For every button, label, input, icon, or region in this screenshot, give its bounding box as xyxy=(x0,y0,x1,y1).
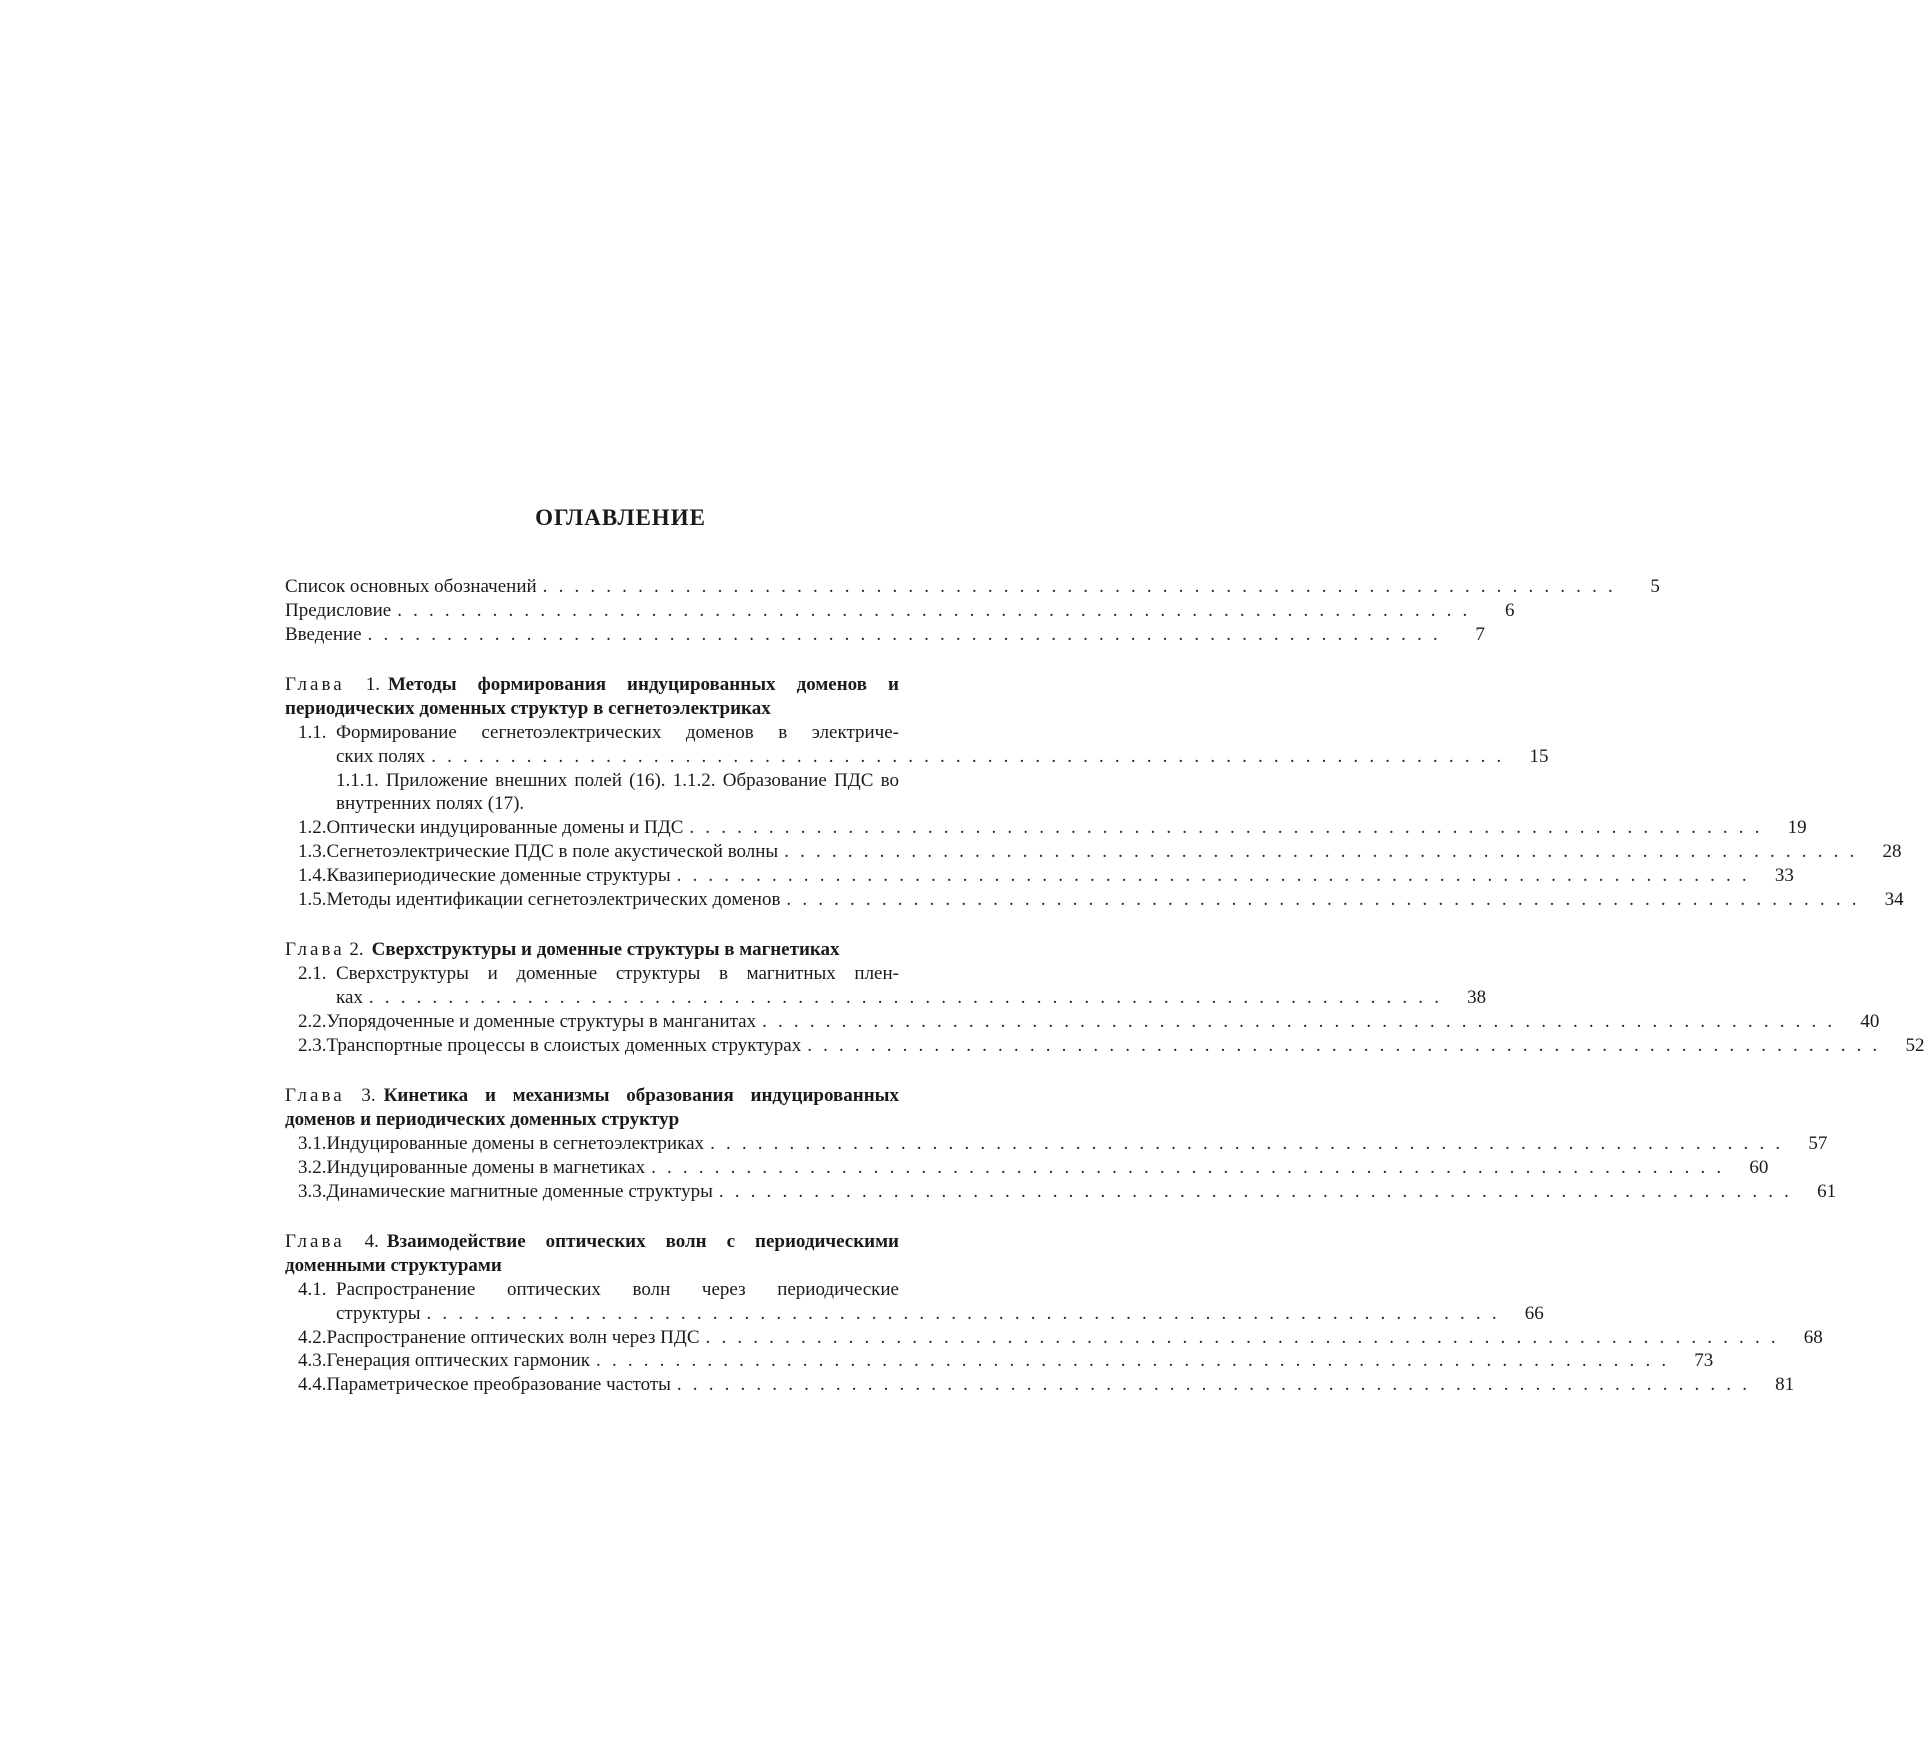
dot-leader: . . . . . . . . . . . . . . . . . . . . . . . . . . . . . . . . . . . . . . . . . . . . . . . . . . . . . . . . . . . . . . . . . . . . xyxy=(676,864,1750,886)
page-number: 73 xyxy=(1694,1350,1714,1372)
section-title: Сегнетоэлектрические ПДС в поле акустической волны xyxy=(326,840,779,862)
section-number: 1.2. xyxy=(298,817,327,839)
page-number: 60 xyxy=(1749,1156,1769,1178)
section-entry xyxy=(285,888,1904,912)
section-entry xyxy=(285,1132,1828,1156)
chapter-heading xyxy=(285,1084,899,1132)
section-last-line xyxy=(298,745,1549,769)
section-entry xyxy=(285,721,1549,769)
entry-title: Введение xyxy=(285,623,362,645)
section-title: Оптически индуцированные домены и ПДС xyxy=(326,817,684,839)
toc-entry xyxy=(285,623,1485,647)
dot-leader: . . . . . . . . . . . . . . . . . . . . . . . . . . . . . . . . . . . . . . . . . . . . . . . . . . . . . . . . . . . . . . . . . . . . xyxy=(784,840,1858,862)
page-number: 57 xyxy=(1808,1132,1828,1154)
section-number: 4.2. xyxy=(298,1326,327,1348)
section-title: Упорядоченные и доменные структуры в манганитах xyxy=(326,1010,757,1032)
section-entry xyxy=(285,1156,1769,1180)
section-number: 4.4. xyxy=(298,1374,327,1396)
section-title: Индуцированные домены в сегнетоэлектриках xyxy=(326,1132,705,1154)
section-title-part: ках xyxy=(336,986,363,1008)
dot-leader: . . . . . . . . . . . . . . . . . . . . . . . . . . . . . . . . . . . . . . . . . . . . . . . . . . . . . . . . . . . . . . . . . . . . xyxy=(689,817,1763,839)
page-number: 52 xyxy=(1905,1034,1924,1056)
section-number: 3.1. xyxy=(298,1132,327,1154)
page-number: 66 xyxy=(1524,1302,1544,1324)
chapter-number: 4. xyxy=(364,1231,379,1253)
page-number: 40 xyxy=(1860,1010,1880,1032)
section-last-line xyxy=(298,1302,1544,1326)
section-title: Генерация оптических гармоник xyxy=(326,1350,591,1372)
page-number: 15 xyxy=(1529,745,1549,767)
section-title: Распространение оптических волн через ПДС xyxy=(326,1326,700,1348)
chapter-title: Сверхструктуры и доменные структуры в магнетиках xyxy=(371,939,840,961)
section-title: Транспортные процессы в слоистых доменных структурах xyxy=(326,1034,802,1056)
section-title: Динамические магнитные доменные структуры xyxy=(326,1180,713,1202)
dot-leader: . . . . . . . . . . . . . . . . . . . . . . . . . . . . . . . . . . . . . . . . . . . . . . . . . . . . . . . . . . . . . . . . . . . . xyxy=(368,986,1443,1008)
entry-title: Список основных обозначений xyxy=(285,576,537,597)
section-title-part: структуры xyxy=(336,1302,421,1324)
page-number: 6 xyxy=(1504,599,1515,621)
dot-leader: . . . . . . . . . . . . . . . . . . . . . . . . . . . . . . . . . . . . . . . . . . . . . . . . . . . . . . . . . . . . . . . . . . . . xyxy=(596,1350,1670,1372)
page-number: 5 xyxy=(1650,576,1660,597)
page-number: 68 xyxy=(1803,1326,1823,1348)
subsection-list: 1.1.1. Приложение внешних полей (16). 1.1.2. Образование ПДС во внутренних полях (17). xyxy=(336,769,899,815)
section-entry xyxy=(285,962,1487,1010)
chapter-number: 3. xyxy=(361,1085,376,1107)
section-entry xyxy=(285,1326,1823,1350)
dot-leader: . . . . . . . . . . . . . . . . . . . . . . . . . . . . . . . . . . . . . . . . . . . . . . . . . . . . . . . . . . . . . . . . . . . . xyxy=(676,1374,1751,1396)
section-number: 1.4. xyxy=(298,864,327,886)
entry-title: Предисловие xyxy=(285,599,392,621)
section-entry xyxy=(285,1373,1795,1397)
section-number: 2.1. xyxy=(298,963,327,985)
chapter-title: Методы формирования индуцированных доменов и периодических доменных структур в сегнетоэлектриках xyxy=(285,674,899,720)
section-title-part: Сверхструктуры и доменные структуры в магнитных плен- xyxy=(336,963,899,985)
section-entry xyxy=(285,816,1807,840)
dot-leader: . . . . . . . . . . . . . . . . . . . . . . . . . . . . . . . . . . . . . . . . . . . . . . . . . . . . . . . . . . . . . . . . . . . . xyxy=(705,1326,1779,1348)
section-entry xyxy=(285,1349,1714,1373)
section-number: 4.1. xyxy=(298,1278,327,1300)
chapter-label: Глава xyxy=(285,1085,345,1107)
page-number: 33 xyxy=(1774,864,1794,886)
chapter-label: Глава xyxy=(285,1231,345,1253)
toc-entry xyxy=(285,599,1515,623)
page-number: 28 xyxy=(1882,840,1902,862)
section-entry xyxy=(285,1010,1880,1034)
page-number: 38 xyxy=(1467,986,1487,1008)
dot-leader: . . . . . . . . . . . . . . . . . . . . . . . . . . . . . . . . . . . . . . . . . . . . . . . . . . . . . . . . . . . . . . . . . . . . xyxy=(786,888,1860,910)
section-title: Квазипериодические доменные структуры xyxy=(326,864,671,886)
dot-leader: . . . . . . . . . . . . . . . . . . . . . . . . . . . . . . . . . . . . . . . . . . . . . . . . . . . . . . . . . . . . . . . . . . . . xyxy=(431,745,1505,767)
section-number: 4.3. xyxy=(298,1350,327,1372)
chapter-heading xyxy=(285,1230,899,1278)
page-number: 61 xyxy=(1817,1180,1837,1202)
section-entry xyxy=(285,1278,1544,1326)
section-first-line xyxy=(298,962,899,986)
dot-leader: . . . . . . . . . . . . . . . . . . . . . . . . . . . . . . . . . . . . . . . . . . . . . . . . . . . . . . . . . . . . . . . . . . . . xyxy=(542,576,1616,597)
section-number: 2.2. xyxy=(298,1010,327,1032)
section-number: 3.2. xyxy=(298,1156,327,1178)
section-title: Параметрическое преобразование частоты xyxy=(326,1374,671,1396)
dot-leader: . . . . . . . . . . . . . . . . . . . . . . . . . . . . . . . . . . . . . . . . . . . . . . . . . . . . . . . . . . . . . . . . . . . . xyxy=(367,623,1441,645)
section-title-part: Распространение оптических волн через периодические xyxy=(336,1278,899,1300)
section-number: 2.3. xyxy=(298,1034,327,1056)
page-number: 34 xyxy=(1884,888,1904,910)
chapter-label: Глава xyxy=(285,939,345,961)
section-last-line xyxy=(298,986,1487,1010)
section-number: 1.3. xyxy=(298,840,327,862)
section-entry xyxy=(285,1034,1924,1058)
chapter-number: 1. xyxy=(365,674,380,696)
section-entry xyxy=(285,1180,1837,1204)
dot-leader: . . . . . . . . . . . . . . . . . . . . . . . . . . . . . . . . . . . . . . . . . . . . . . . . . . . . . . . . . . . . . . . . . . . . xyxy=(426,1302,1500,1324)
section-title: Методы идентификации сегнетоэлектрических доменов xyxy=(326,888,781,910)
table-of-contents xyxy=(285,575,1924,1397)
dot-leader: . . . . . . . . . . . . . . . . . . . . . . . . . . . . . . . . . . . . . . . . . . . . . . . . . . . . . . . . . . . . . . . . . . . . xyxy=(710,1132,1784,1154)
chapter-title: Кинетика и механизмы образования индуцированных доменов и периодических доменных структур xyxy=(285,1085,899,1131)
chapter-heading xyxy=(285,938,899,962)
dot-leader: . . . . . . . . . . . . . . . . . . . . . . . . . . . . . . . . . . . . . . . . . . . . . . . . . . . . . . . . . . . . . . . . . . . . xyxy=(718,1180,1793,1202)
page-title: ОГЛАВЛЕНИЕ xyxy=(535,505,706,530)
section-title-part: Формирование сегнетоэлектрических доменов в электриче- xyxy=(336,721,899,743)
dot-leader: . . . . . . . . . . . . . . . . . . . . . . . . . . . . . . . . . . . . . . . . . . . . . . . . . . . . . . . . . . . . . . . . . . . . xyxy=(397,599,1471,621)
section-entry xyxy=(285,840,1902,864)
chapter-title: Взаимодействие оптических волн с периодическими доменными структурами xyxy=(285,1231,899,1277)
section-title-part: ских полях xyxy=(336,745,426,767)
page-number: 81 xyxy=(1775,1374,1795,1396)
dot-leader: . . . . . . . . . . . . . . . . . . . . . . . . . . . . . . . . . . . . . . . . . . . . . . . . . . . . . . . . . . . . . . . . . . . . xyxy=(762,1010,1836,1032)
dot-leader: . . . . . . . . . . . . . . . . . . . . . . . . . . . . . . . . . . . . . . . . . . . . . . . . . . . . . . . . . . . . . . . . . . . . xyxy=(807,1034,1881,1056)
section-number: 3.3. xyxy=(298,1180,327,1202)
section-entry xyxy=(285,864,1794,888)
chapter-number: 2. xyxy=(349,939,364,961)
section-first-line xyxy=(298,721,899,745)
toc-entry xyxy=(285,575,1660,599)
chapter-heading xyxy=(285,673,899,721)
section-first-line xyxy=(298,1278,899,1302)
section-title: Индуцированные домены в магнетиках xyxy=(326,1156,646,1178)
page-number: 7 xyxy=(1475,623,1485,645)
section-number: 1.1. xyxy=(298,721,327,743)
section-number: 1.5. xyxy=(298,888,327,910)
page-number: 19 xyxy=(1787,817,1807,839)
dot-leader: . . . . . . . . . . . . . . . . . . . . . . . . . . . . . . . . . . . . . . . . . . . . . . . . . . . . . . . . . . . . . . . . . . . . xyxy=(651,1156,1725,1178)
chapter-label: Глава xyxy=(285,674,345,696)
